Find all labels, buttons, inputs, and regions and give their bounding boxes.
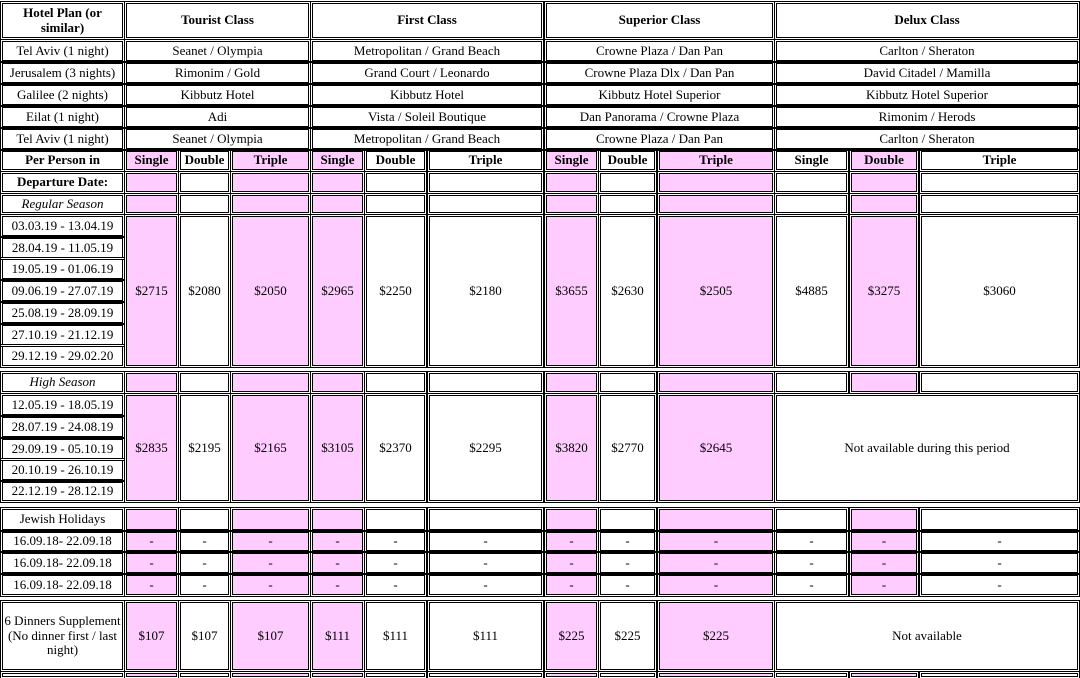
- empty-cell: [546, 173, 597, 192]
- price-cell: -: [600, 532, 655, 551]
- price-cell: $107: [180, 602, 229, 670]
- empty-cell: [776, 373, 847, 392]
- price-cell: $111: [429, 602, 542, 670]
- price-cell: -: [366, 532, 425, 551]
- dinners-supplement-label: 6 Dinners Supplement (No dinner first / last night): [2, 602, 123, 670]
- price-cell: -: [776, 532, 847, 551]
- occupancy-header-cell: Single: [312, 151, 363, 170]
- class-header-cell: Tourist Class: [126, 3, 309, 38]
- price-cell: $2835: [126, 395, 177, 501]
- hotel-name-cell: Kibbutz Hotel Superior: [546, 85, 773, 105]
- price-cell: $2180: [429, 216, 542, 366]
- price-cell: -: [126, 553, 177, 573]
- jewish-holidays-label: Jewish Holidays: [2, 509, 123, 530]
- price-cell: -: [921, 553, 1078, 573]
- empty-cell: [232, 509, 309, 530]
- price-cell: $4885: [776, 216, 847, 366]
- occupancy-header-cell: Triple: [659, 151, 773, 170]
- hotel-name-cell: Grand Court / Leonardo: [312, 63, 542, 83]
- empty-cell: [312, 673, 363, 677]
- hotel-location-cell: Tel Aviv (1 night): [2, 41, 123, 61]
- price-cell: -: [851, 532, 917, 551]
- date-range-cell: 28.07.19 - 24.08.19: [2, 417, 123, 437]
- price-cell: -: [921, 575, 1078, 595]
- empty-cell: [312, 373, 363, 392]
- price-cell: -: [921, 532, 1078, 551]
- occupancy-header-cell: Double: [600, 151, 655, 170]
- empty-cell: [546, 195, 597, 213]
- price-cell: -: [180, 532, 229, 551]
- price-cell: $2370: [366, 395, 425, 501]
- empty-cell: [851, 195, 917, 213]
- price-cell: -: [600, 575, 655, 595]
- empty-cell: [126, 673, 177, 677]
- price-cell: $111: [366, 602, 425, 670]
- empty-cell: [232, 173, 309, 192]
- price-cell: $2295: [429, 395, 542, 501]
- hotel-name-cell: Seanet / Olympia: [126, 41, 309, 61]
- price-cell: -: [429, 575, 542, 595]
- empty-cell: [429, 373, 542, 392]
- price-cell: $3820: [546, 395, 597, 501]
- price-cell: $225: [600, 602, 655, 670]
- price-cell: -: [776, 553, 847, 573]
- empty-cell: [851, 173, 917, 192]
- price-cell: -: [659, 532, 773, 551]
- date-range-cell: 20.10.19 - 26.10.19: [2, 460, 123, 480]
- plan-header-cell: Hotel Plan (or similar): [2, 3, 123, 38]
- date-range-cell: 28.04.19 - 11.05.19: [2, 238, 123, 258]
- price-cell: -: [851, 575, 917, 595]
- empty-cell: [180, 673, 229, 677]
- price-cell: -: [546, 532, 597, 551]
- empty-cell: [429, 195, 542, 213]
- date-range-cell: 22.12.19 - 28.12.19: [2, 482, 123, 501]
- empty-cell: [659, 673, 773, 677]
- date-range-cell: 16.09.18- 22.09.18: [2, 575, 123, 595]
- price-cell: -: [126, 575, 177, 595]
- hotel-location-cell: Jerusalem (3 nights): [2, 63, 123, 83]
- empty-cell: [126, 509, 177, 530]
- date-range-cell: 03.03.19 - 13.04.19: [2, 216, 123, 236]
- empty-cell: [659, 509, 773, 530]
- empty-cell: [546, 673, 597, 677]
- hotel-name-cell: Dan Panorama / Crowne Plaza: [546, 107, 773, 127]
- empty-cell: [312, 173, 363, 192]
- empty-cell: [366, 195, 425, 213]
- occupancy-header-cell: Double: [851, 151, 917, 170]
- price-cell: -: [659, 553, 773, 573]
- price-cell: $2050: [232, 216, 309, 366]
- price-cell: -: [312, 553, 363, 573]
- price-cell: -: [546, 553, 597, 573]
- price-cell: -: [659, 575, 773, 595]
- price-cell: $2645: [659, 395, 773, 501]
- occupancy-header-cell: Double: [366, 151, 425, 170]
- price-cell: -: [776, 575, 847, 595]
- occupancy-header-cell: Triple: [429, 151, 542, 170]
- occupancy-header-cell: Triple: [232, 151, 309, 170]
- hotel-name-cell: Crowne Plaza / Dan Pan: [546, 41, 773, 61]
- hotel-name-cell: Rimonim / Herods: [776, 107, 1078, 127]
- price-cell: -: [312, 532, 363, 551]
- price-cell: $3655: [546, 216, 597, 366]
- empty-cell: [429, 173, 542, 192]
- empty-cell: [851, 673, 917, 677]
- price-cell: $2250: [366, 216, 425, 366]
- price-cell: $2630: [600, 216, 655, 366]
- price-cell: $2505: [659, 216, 773, 366]
- hotel-name-cell: Metropolitan / Grand Beach: [312, 41, 542, 61]
- price-cell: $3060: [921, 216, 1078, 366]
- price-cell: -: [126, 532, 177, 551]
- occupancy-header-cell: Triple: [921, 151, 1078, 170]
- empty-cell: [600, 373, 655, 392]
- price-cell: -: [429, 532, 542, 551]
- empty-cell: [776, 673, 847, 677]
- empty-cell: [232, 195, 309, 213]
- hotel-name-cell: Kibbutz Hotel: [312, 85, 542, 105]
- empty-cell: [600, 509, 655, 530]
- hotel-location-cell: Eilat (1 night): [2, 107, 123, 127]
- price-cell: $2965: [312, 216, 363, 366]
- price-cell: $2165: [232, 395, 309, 501]
- empty-cell: [366, 673, 425, 677]
- high-season-label: High Season: [2, 373, 123, 392]
- hotel-name-cell: Rimonim / Gold: [126, 63, 309, 83]
- empty-cell: [180, 509, 229, 530]
- empty-cell: [921, 373, 1078, 392]
- class-header-cell: Delux Class: [776, 3, 1078, 38]
- occupancy-header-cell: Double: [180, 151, 229, 170]
- hotel-name-cell: David Citadel / Mamilla: [776, 63, 1078, 83]
- not-available-note: Not available during this period: [776, 395, 1078, 501]
- price-cell: $2195: [180, 395, 229, 501]
- hotel-name-cell: Kibbutz Hotel: [126, 85, 309, 105]
- date-range-cell: 16.09.18- 22.09.18: [2, 553, 123, 573]
- empty-cell: [776, 173, 847, 192]
- empty-cell: [921, 195, 1078, 213]
- price-cell: -: [600, 553, 655, 573]
- empty-cell: [180, 195, 229, 213]
- class-header-cell: Superior Class: [546, 3, 773, 38]
- empty-cell: [921, 173, 1078, 192]
- regular-season-label: Regular Season: [2, 195, 123, 213]
- price-cell: -: [851, 553, 917, 573]
- per-person-label: Per Person in: [2, 151, 123, 170]
- empty-cell: [921, 673, 1078, 677]
- hotel-name-cell: Crowne Plaza Dlx / Dan Pan: [546, 63, 773, 83]
- price-cell: -: [180, 553, 229, 573]
- empty-cell: [126, 195, 177, 213]
- empty-cell: [776, 195, 847, 213]
- date-range-cell: 19.05.19 - 01.06.19: [2, 259, 123, 279]
- empty-cell: [180, 173, 229, 192]
- price-cell: $3275: [851, 216, 917, 366]
- price-cell: -: [232, 553, 309, 573]
- empty-cell: [851, 509, 917, 530]
- price-cell: $111: [312, 602, 363, 670]
- price-cell: $107: [126, 602, 177, 670]
- empty-cell: [921, 509, 1078, 530]
- occupancy-header-cell: Single: [546, 151, 597, 170]
- date-range-cell: 29.09.19 - 05.10.19: [2, 439, 123, 459]
- empty-cell: [366, 173, 425, 192]
- empty-cell: [776, 509, 847, 530]
- hotel-name-cell: Vista / Soleil Boutique: [312, 107, 542, 127]
- empty-cell: [429, 509, 542, 530]
- empty-cell: [546, 509, 597, 530]
- price-cell: $2080: [180, 216, 229, 366]
- price-cell: -: [232, 575, 309, 595]
- empty-cell: [366, 509, 425, 530]
- departure-label: Departure Date:: [2, 173, 123, 192]
- date-range-cell: 29.12.19 - 29.02.20: [2, 346, 123, 366]
- empty-cell: [851, 373, 917, 392]
- hotel-name-cell: Carlton / Sheraton: [776, 129, 1078, 149]
- price-cell: -: [232, 532, 309, 551]
- hotel-location-cell: Tel Aviv (1 night): [2, 129, 123, 149]
- price-cell: $107: [232, 602, 309, 670]
- date-range-cell: 16.09.18- 22.09.18: [2, 532, 123, 551]
- empty-cell: [659, 373, 773, 392]
- hotel-name-cell: Crowne Plaza / Dan Pan: [546, 129, 773, 149]
- hotel-name-cell: Metropolitan / Grand Beach: [312, 129, 542, 149]
- empty-cell: [366, 373, 425, 392]
- hotel-location-cell: Galilee (2 nights): [2, 85, 123, 105]
- date-range-cell: 27.10.19 - 21.12.19: [2, 325, 123, 345]
- empty-cell: [429, 673, 542, 677]
- empty-cell: [2, 673, 123, 677]
- price-cell: -: [546, 575, 597, 595]
- empty-cell: [312, 509, 363, 530]
- date-range-cell: 25.08.19 - 28.09.19: [2, 303, 123, 323]
- price-cell: $2770: [600, 395, 655, 501]
- empty-cell: [600, 673, 655, 677]
- hotel-name-cell: Adi: [126, 107, 309, 127]
- occupancy-header-cell: Single: [776, 151, 847, 170]
- price-cell: -: [366, 553, 425, 573]
- empty-cell: [600, 173, 655, 192]
- empty-cell: [232, 673, 309, 677]
- empty-cell: [232, 373, 309, 392]
- price-cell: -: [180, 575, 229, 595]
- date-range-cell: 09.06.19 - 27.07.19: [2, 281, 123, 301]
- date-range-cell: 12.05.19 - 18.05.19: [2, 395, 123, 415]
- empty-cell: [180, 373, 229, 392]
- not-available-note: Not available: [776, 602, 1078, 670]
- price-cell: $225: [659, 602, 773, 670]
- class-header-cell: First Class: [312, 3, 542, 38]
- hotel-name-cell: Seanet / Olympia: [126, 129, 309, 149]
- price-cell: $2715: [126, 216, 177, 366]
- price-cell: $3105: [312, 395, 363, 501]
- empty-cell: [126, 373, 177, 392]
- price-cell: -: [429, 553, 542, 573]
- empty-cell: [546, 373, 597, 392]
- price-cell: $225: [546, 602, 597, 670]
- hotel-name-cell: Kibbutz Hotel Superior: [776, 85, 1078, 105]
- empty-cell: [126, 173, 177, 192]
- empty-cell: [659, 173, 773, 192]
- empty-cell: [600, 195, 655, 213]
- occupancy-header-cell: Single: [126, 151, 177, 170]
- price-cell: -: [312, 575, 363, 595]
- empty-cell: [659, 195, 773, 213]
- hotel-name-cell: Carlton / Sheraton: [776, 41, 1078, 61]
- price-cell: -: [366, 575, 425, 595]
- empty-cell: [312, 195, 363, 213]
